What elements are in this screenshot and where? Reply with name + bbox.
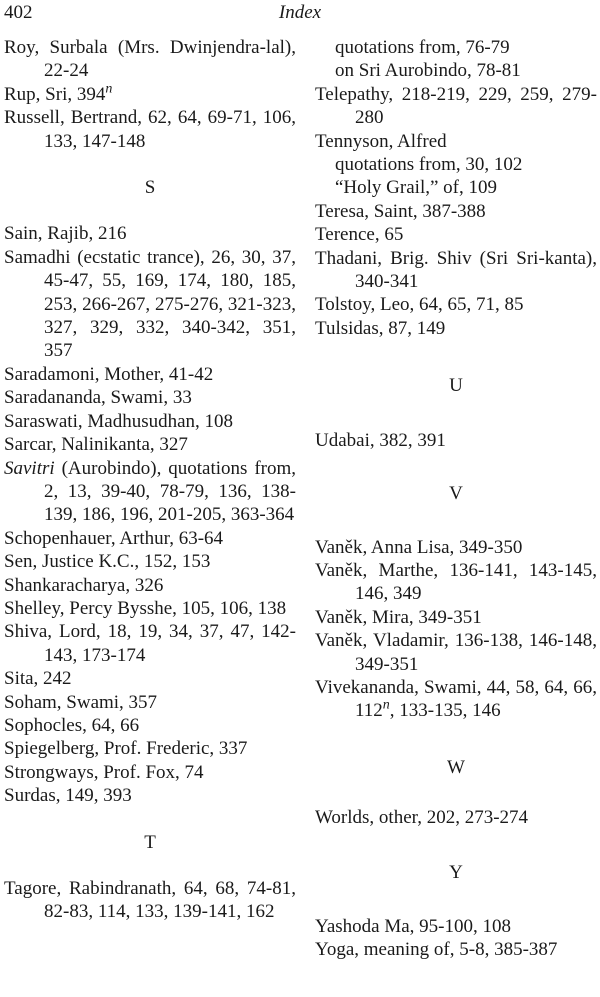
section-letter: S (144, 177, 156, 199)
index-entry: Samadhi (ecstatic trance), 26, 30, 37, 45-47, 55, 169, 174, 180, 185, 253, 266-267, 275-276, 321-323, 327, 329, 332, 340-342, 351, 357 (4, 246, 296, 362)
spacer (4, 854, 296, 877)
index-entry: Yashoda Ma, 95-100, 108 (315, 915, 511, 937)
index-entry: Sain, Rajib, 216 (4, 223, 127, 245)
index-entry-text: Rup, Sri, 394 (4, 83, 106, 105)
index-subentry: quotations from, 76-79 (335, 37, 510, 58)
index-entry: Vaněk, Anna Lisa, 349-350 (315, 536, 523, 558)
index-entry: Shelley, Percy Bysshe, 105, 106, 138 (4, 597, 287, 619)
index-entry: Sarcar, Nalinikanta, 327 (4, 434, 188, 456)
spacer (315, 452, 597, 482)
index-entry: Thadani, Brig. Shiv (Sri Sri-kanta), 340-341 (315, 247, 597, 293)
index-entry: Soham, Swami, 357 (4, 691, 158, 713)
section-letter: Y (449, 861, 463, 883)
index-entry: Russell, Bertrand, 62, 64, 69-71, 106, 133, 147-148 (4, 107, 296, 152)
index-entry: Teresa, Saint, 387-388 (315, 200, 486, 222)
index-column-left (4, 36, 296, 924)
index-entry: Sen, Justice K.C., 152, 153 (4, 551, 211, 573)
section-letter: W (447, 756, 465, 778)
index-entry: Sita, 242 (4, 668, 72, 690)
index-subentry: quotations from, 30, 102 (335, 154, 523, 176)
spacer (315, 779, 597, 806)
index-column-right (315, 36, 597, 962)
index-entry: Schopenhauer, Arthur, 63-64 (4, 527, 224, 549)
index-entry: Saradananda, Swami, 33 (4, 387, 192, 409)
index-entry: Tulsidas, 87, 149 (315, 317, 446, 339)
index-entry: Saraswati, Madhusudhan, 108 (4, 410, 234, 432)
note-marker: n (105, 81, 113, 97)
index-entry: Roy, Surbala (Mrs. Dwinjendra-lal), 22-24 (4, 37, 296, 82)
spacer (4, 808, 296, 831)
index-entry (315, 676, 597, 723)
page-number: 402 (4, 2, 33, 23)
index-entry: Terence, 65 (315, 224, 404, 246)
section-letter: V (449, 483, 463, 505)
index-entry: Vaněk, Mira, 349-351 (315, 606, 482, 628)
index-entry: Tennyson, Alfred (315, 130, 447, 152)
index-entry: Telepathy, 218-219, 229, 259, 279-280 (315, 83, 597, 129)
index-entry-text: (Aurobindo), quotations from, 2, 13, 39-40, 78-79, 136, 138-139, 186, 196, 201-205, 363-364 (44, 457, 296, 526)
index-entry-title: Savitri (4, 457, 55, 479)
spacer (315, 884, 597, 915)
spacer (315, 723, 597, 756)
index-entry: Tagore, Rabindranath, 64, 68, 74-81, 82-83, 114, 133, 139-141, 162 (4, 878, 296, 923)
index-entry (4, 457, 296, 527)
section-letter: T (144, 831, 156, 853)
index-entry: Udabai, 382, 391 (315, 429, 446, 451)
index-entry: Yoga, meaning of, 5-8, 385-387 (315, 939, 558, 961)
index-entry: Vaněk, Vladamir, 136-138, 146-148, 349-351 (315, 630, 597, 675)
index-entry: Surdas, 149, 393 (4, 785, 132, 807)
index-entry-text: Vivekananda, Swami, 44, 58, 64, 66, 112 (315, 676, 597, 722)
index-entry: Tolstoy, Leo, 64, 65, 71, 85 (315, 294, 524, 316)
note-marker: n (382, 698, 390, 714)
spacer (4, 199, 296, 222)
page-header (0, 0, 600, 32)
spacer (315, 340, 597, 374)
index-entry: Spiegelberg, Prof. Frederic, 337 (4, 738, 248, 760)
section-letter: U (449, 375, 463, 397)
index-entry: Shankaracharya, 326 (4, 574, 164, 596)
index-entry: Vaněk, Marthe, 136-141, 143-145, 146, 349 (315, 559, 597, 605)
index-entry (4, 83, 296, 106)
index-entry-text: , 133-135, 146 (389, 700, 501, 722)
index-entry: Shiva, Lord, 18, 19, 34, 37, 47, 142-143, 173-174 (4, 621, 296, 666)
spacer (315, 506, 597, 536)
spacer (315, 830, 597, 861)
running-head: Index (278, 2, 322, 23)
index-subentry: on Sri Aurobindo, 78-81 (335, 60, 521, 82)
index-entry: Saradamoni, Mother, 41-42 (4, 363, 214, 385)
index-subentry: “Holy Grail,” of, 109 (335, 177, 497, 199)
index-entry: Strongways, Prof. Fox, 74 (4, 761, 204, 783)
spacer (4, 153, 296, 176)
spacer (315, 398, 597, 429)
index-entry: Worlds, other, 202, 273-274 (315, 807, 529, 829)
index-entry: Sophocles, 64, 66 (4, 714, 140, 736)
